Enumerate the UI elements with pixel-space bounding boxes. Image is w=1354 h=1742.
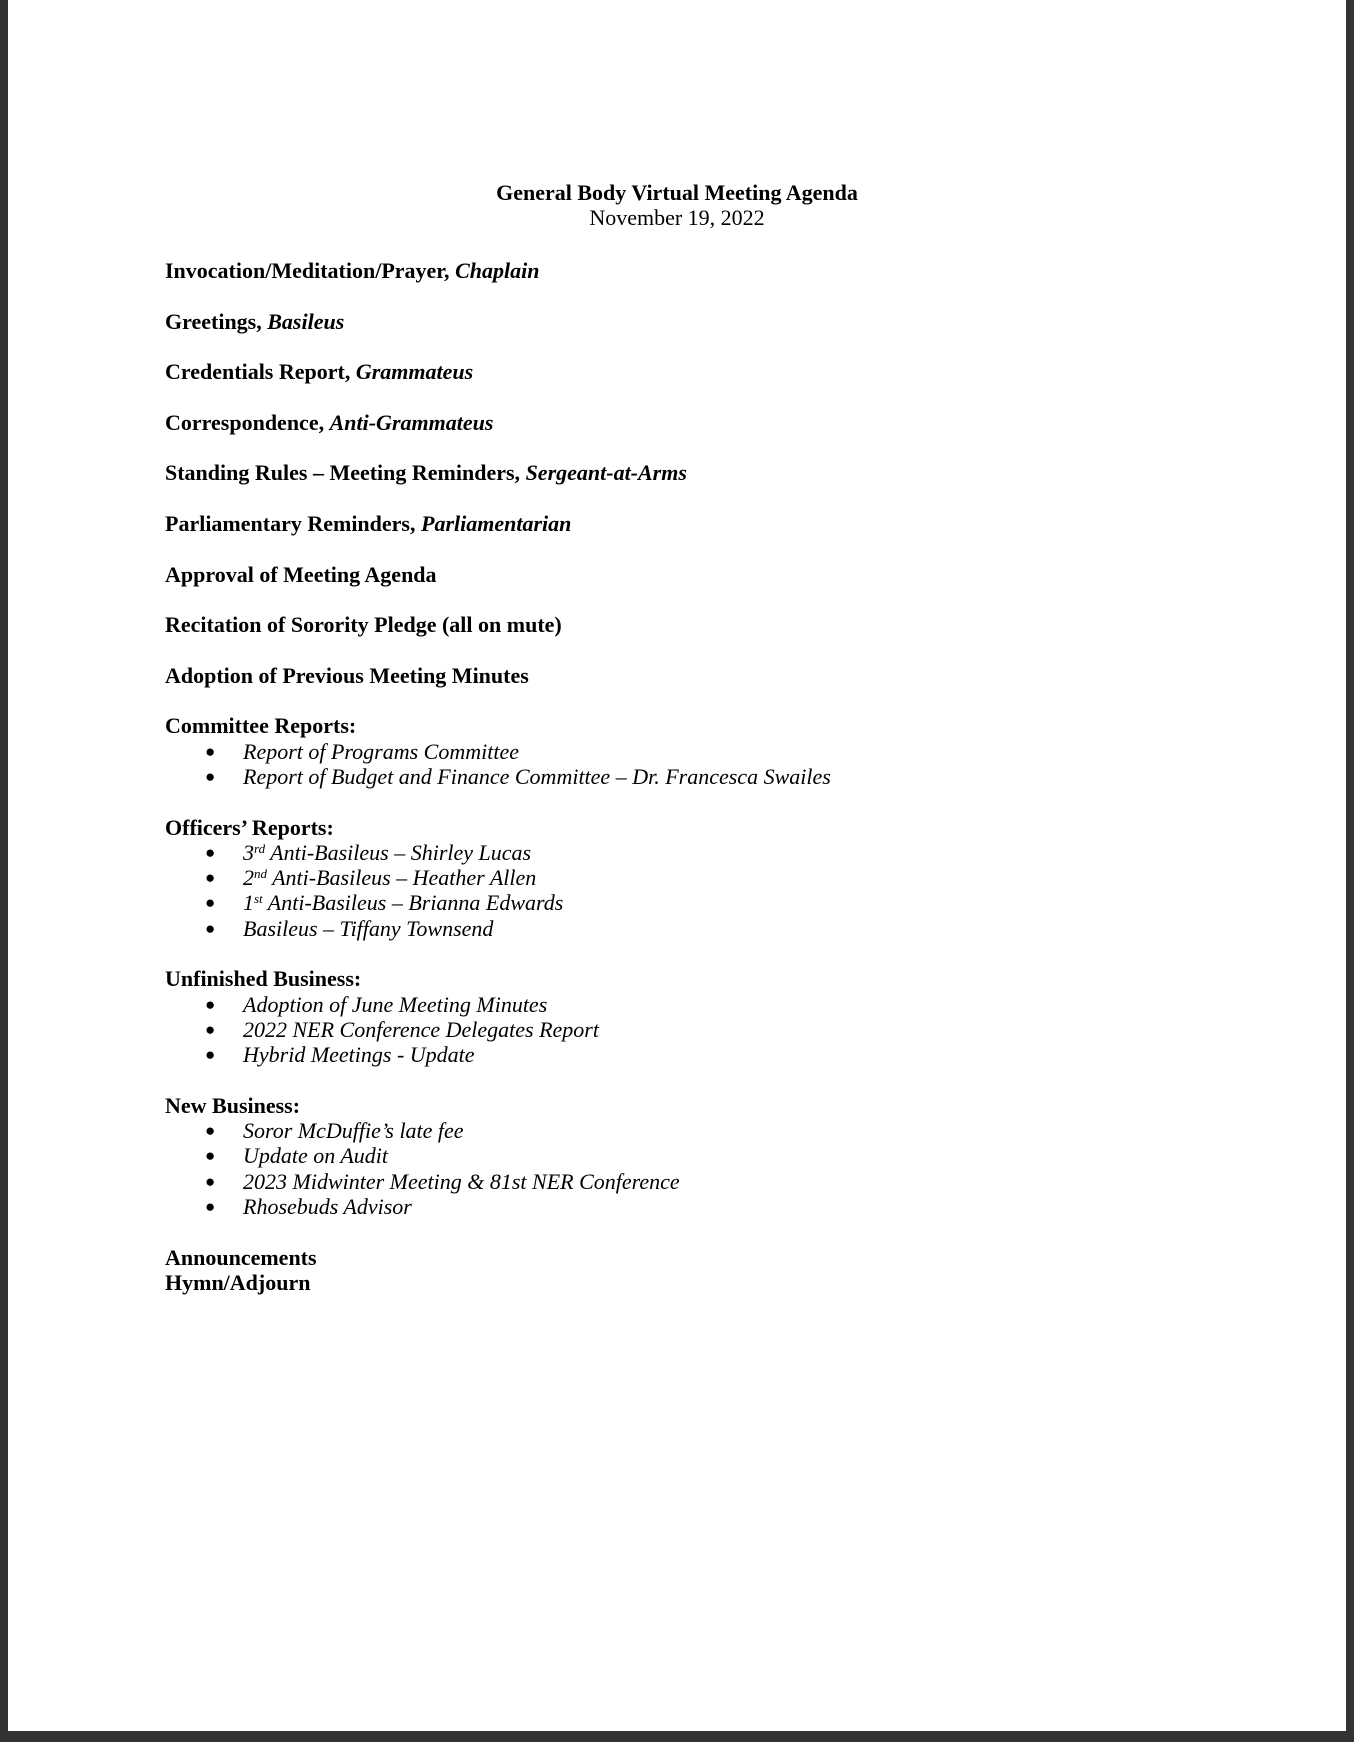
agenda-body [165,258,1265,1295]
list-item: ● Soror McDuffie’s late fee [165,1118,1265,1143]
agenda-item-approval: Approval of Meeting Agenda [165,561,437,587]
list-item: ● Report of Budget and Finance Committee – Dr. Francesca Swailes [165,764,1265,789]
agenda-item-adoption: Adoption of Previous Meeting Minutes [165,662,529,688]
list-item: ● Update on Audit [165,1143,1265,1168]
list-item: ● 2nd Anti-Basileus – Heather Allen [165,865,1265,890]
agenda-item-standing-rules: Standing Rules – Meeting Reminders, Sergeant-at-Arms [165,460,687,486]
list-item: ● Rhosebuds Advisor [165,1194,1265,1219]
document-page [8,0,1346,1731]
page-title: General Body Virtual Meeting Agenda [496,180,858,205]
unfinished-business-list [165,992,1265,1068]
officers-reports-heading: Officers’ Reports: [165,814,334,840]
list-item: ● Basileus – Tiffany Townsend [165,916,1265,941]
agenda-item-greetings: Greetings, Basileus [165,308,345,334]
agenda-item-role: Parliamentarian [421,510,572,536]
list-item: ● 1st Anti-Basileus – Brianna Edwards [165,890,1265,915]
agenda-item-role: Sergeant-at-Arms [525,460,687,486]
agenda-item-announcements: Announcements [165,1244,317,1270]
list-item: ● Report of Programs Committee [165,739,1265,764]
list-item: ● Hybrid Meetings - Update [165,1042,1265,1067]
agenda-item-invocation: Invocation/Meditation/Prayer, Chaplain [165,258,540,283]
list-item: ● 2023 Midwinter Meeting & 81st NER Conference [165,1169,1265,1194]
agenda-item-role: Basileus [267,308,345,334]
agenda-item-correspondence: Correspondence, Anti-Grammateus [165,409,494,435]
agenda-item-pledge: Recitation of Sorority Pledge (all on mute) [165,612,562,638]
agenda-item-role: Grammateus [355,359,474,385]
new-business-list [165,1118,1265,1219]
agenda-item-role: Anti-Grammateus [329,409,494,435]
agenda-item-parliamentary: Parliamentary Reminders, Parliamentarian [165,510,572,536]
list-item: ● 2022 NER Conference Delegates Report [165,1017,1265,1042]
list-item: ● 3rd Anti-Basileus – Shirley Lucas [165,840,1265,865]
agenda-item-credentials: Credentials Report, Grammateus [165,359,474,385]
agenda-item-role: Chaplain [455,258,540,283]
committee-reports-heading: Committee Reports: [165,713,357,739]
document-header [8,180,1346,230]
list-item: ● Adoption of June Meeting Minutes [165,992,1265,1017]
officers-reports-list [165,840,1265,941]
committee-reports-list [165,739,1265,790]
meeting-date: November 19, 2022 [589,205,765,230]
agenda-item-hymn-adjourn: Hymn/Adjourn [165,1269,311,1295]
unfinished-business-heading: Unfinished Business: [165,966,362,992]
new-business-heading: New Business: [165,1092,301,1118]
